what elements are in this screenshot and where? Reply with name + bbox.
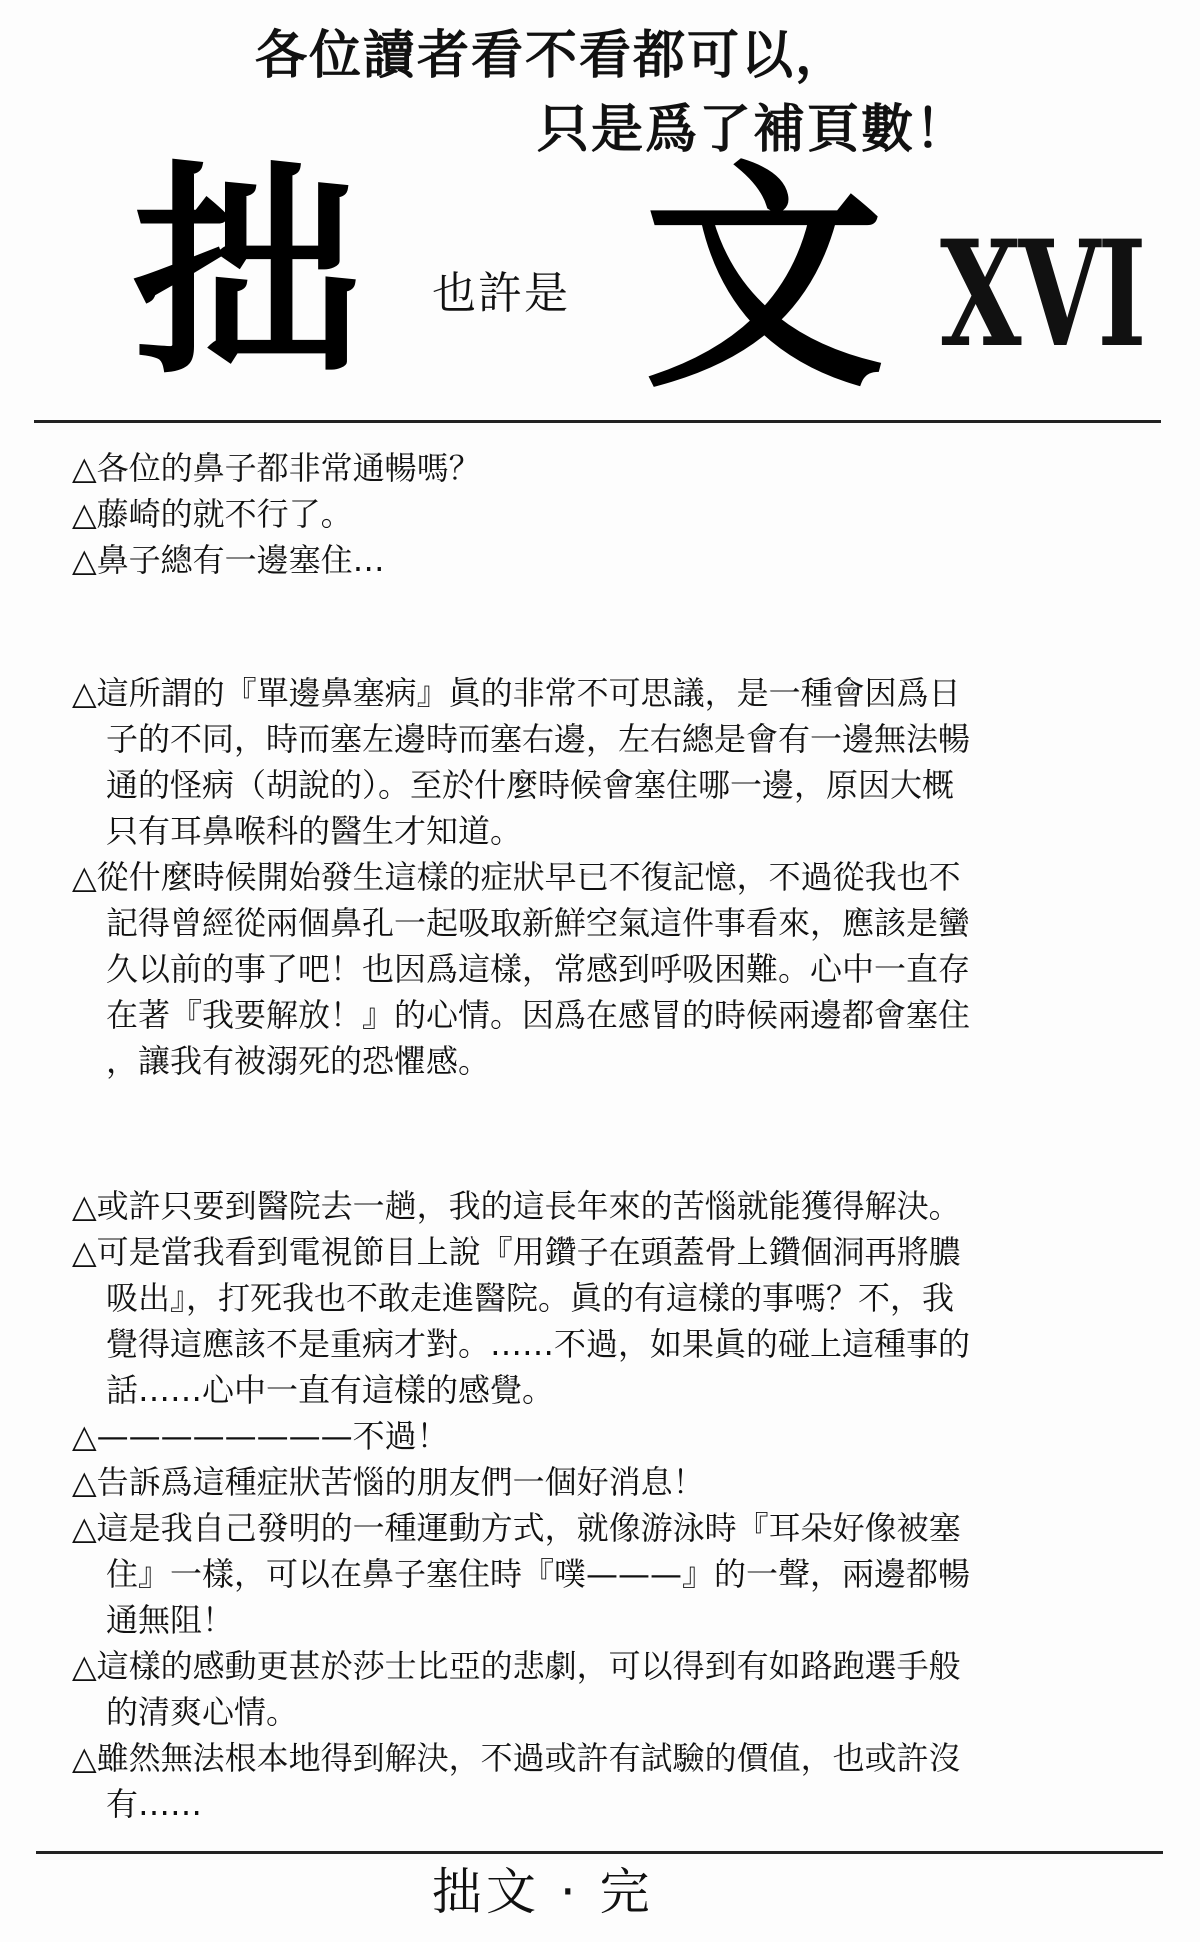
text-line: 久以前的事了吧！也因爲這樣，常感到呼吸困難。心中一直存: [106, 950, 971, 988]
text-line: 吸出』，打死我也不敢走進醫院。眞的有這樣的事嗎？不，我: [106, 1279, 955, 1317]
text-line: 通無阻！: [106, 1601, 235, 1639]
paragraph-block-2: [72, 670, 1072, 1084]
text-line: △這所謂的『單邊鼻塞病』眞的非常不可思議，是一種會因爲日: [72, 674, 961, 712]
title-aside-text: 也許是: [432, 268, 570, 319]
text-line: 覺得這應該不是重病才對。……不過，如果眞的碰上這種事的: [106, 1325, 971, 1363]
text-line: △告訴爲這種症狀苦惱的朋友們一個好消息！: [72, 1463, 705, 1501]
text-line: △各位的鼻子都非常通暢嗎？: [72, 449, 481, 487]
text-line: △雖然無法根本地得到解決，不過或許有試驗的價值，也或許沒: [72, 1739, 961, 1777]
top-divider: [34, 420, 1161, 423]
text-line: △或許只要到醫院去一趟，我的這長年來的苦惱就能獲得解決。: [72, 1187, 961, 1225]
text-line: 住』一樣，可以在鼻子塞住時『噗———』的一聲，兩邊都暢: [106, 1555, 971, 1593]
subtitle-line-2: 只是爲了補頁數！: [537, 100, 970, 160]
text-line: △————————不過！: [72, 1417, 449, 1455]
title-roman-numeral: XVI: [940, 209, 1144, 380]
text-line: △可是當我看到電視節目上說『用鑽子在頭蓋骨上鑽個洞再將膿: [72, 1233, 961, 1271]
paragraph-block-3: [72, 1183, 1072, 1827]
text-line: 子的不同，時而塞左邊時而塞右邊，左右總是會有一邊無法暢: [106, 720, 971, 758]
text-line: △鼻子總有一邊塞住…: [72, 541, 385, 579]
text-line: 的清爽心情。: [106, 1693, 299, 1731]
end-mark: 拙文 · 完: [432, 1863, 654, 1921]
text-line: 在著『我要解放！』的心情。因爲在感冒的時候兩邊都會塞住: [106, 996, 971, 1034]
text-line: △從什麼時候開始發生這樣的症狀早已不復記憶，不過從我也不: [72, 858, 961, 896]
text-line: 記得曾經從兩個鼻孔一起吸取新鮮空氣這件事看來，應該是蠻: [106, 904, 971, 942]
text-line: 通的怪病（胡說的）。至於什麼時候會塞住哪一邊，原因大概: [106, 766, 955, 804]
bottom-divider: [36, 1851, 1163, 1854]
text-line: △藤崎的就不行了。: [72, 495, 353, 533]
text-line: 有……: [106, 1785, 203, 1823]
text-line: 只有耳鼻喉科的醫生才知道。: [106, 812, 523, 850]
text-line: ，讓我有被溺死的恐懼感。: [106, 1042, 491, 1080]
text-line: △這樣的感動更甚於莎士比亞的悲劇，可以得到有如路跑選手般: [72, 1647, 961, 1685]
text-line: 話……心中一直有這樣的感覺。: [106, 1371, 555, 1409]
text-line: △這是我自己發明的一種運動方式，就像游泳時『耳朵好像被塞: [72, 1509, 961, 1547]
title-character-zhuo: 拙: [132, 143, 363, 406]
paragraph-block-1: [72, 445, 1072, 583]
title-character-wen: 文: [644, 140, 885, 420]
subtitle-line-1: 各位讀者看不看都可以，: [255, 26, 850, 86]
